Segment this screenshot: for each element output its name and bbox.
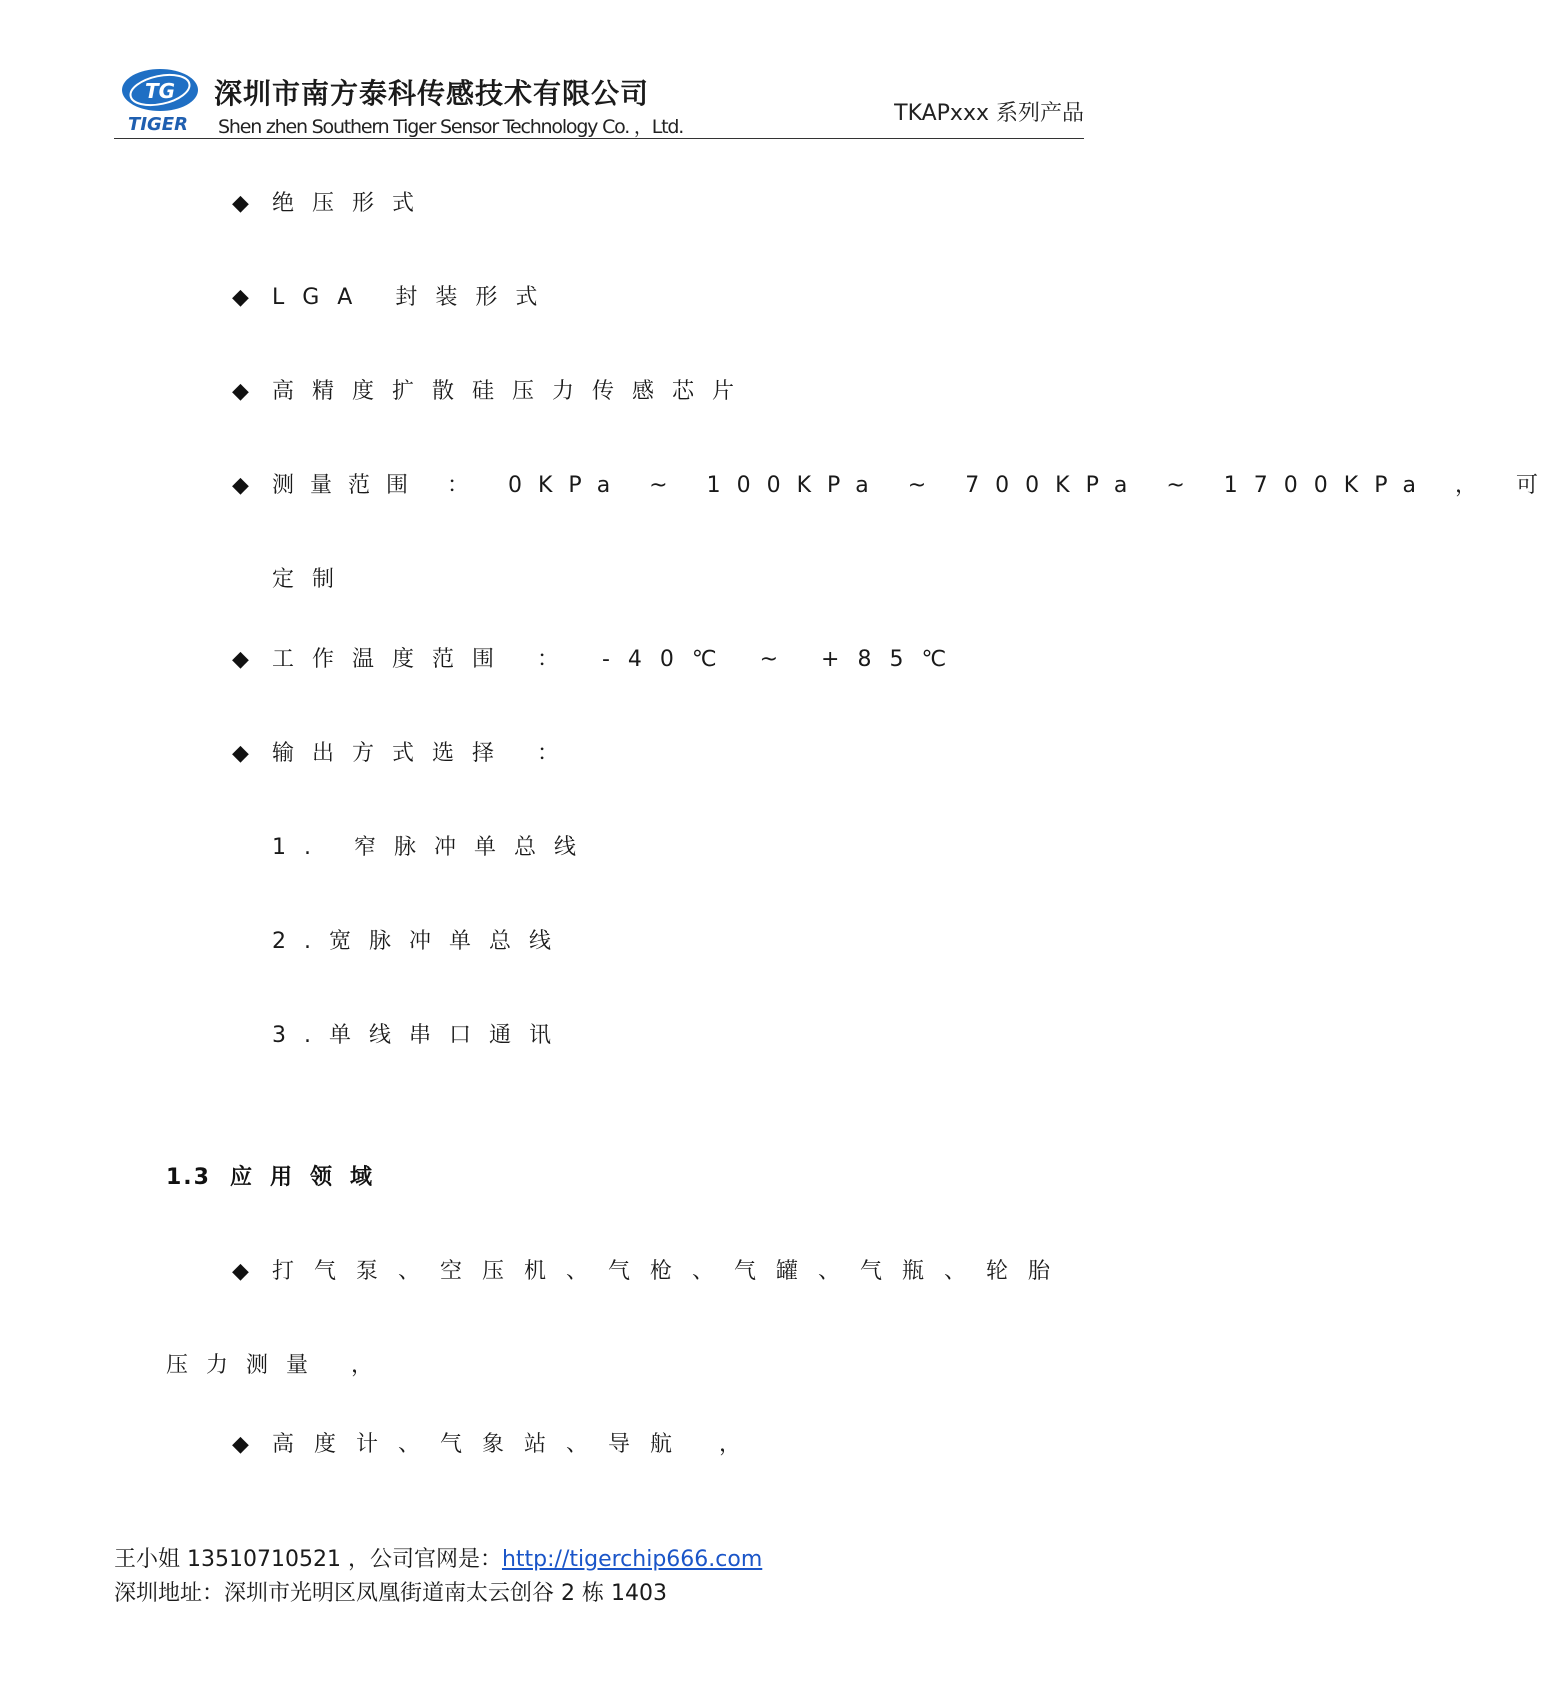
bullet-icon: ◆ <box>232 647 249 672</box>
feature-item: 测量范围 ： 0KPa ~ 100KPa ~ 700KPa ~ 1700KPa ， 可 <box>272 473 1554 498</box>
product-series: TKAPxxx 系列产品 <box>894 101 1084 126</box>
application-item-continuation: 压力测量 ， <box>166 1353 391 1378</box>
bullet-icon: ◆ <box>232 379 249 404</box>
address-line: 深圳地址：深圳市光明区凤凰街道南太云创谷 2 栋 1403 <box>114 1581 667 1606</box>
company-name-cn: 深圳市南方泰科传感技术有限公司 <box>214 77 650 110</box>
feature-item: 高精度扩散硅压力传感芯片 <box>272 379 753 404</box>
header-divider <box>114 138 1084 139</box>
section-number: 1.3 <box>166 1165 211 1190</box>
bullet-icon: ◆ <box>232 473 249 498</box>
application-item: 高度计、气象站、导航 ， <box>272 1432 761 1457</box>
feature-item: 输出方式选择 ： <box>272 741 577 766</box>
feature-item: LGA 封装形式 <box>272 285 556 310</box>
logo-text: TIGER <box>128 114 188 135</box>
bullet-icon: ◆ <box>232 1432 249 1457</box>
feature-item-continuation: 定制 <box>272 567 353 592</box>
section-title: 应用领域 <box>230 1165 391 1190</box>
output-option: 3.单线串口通讯 <box>272 1023 569 1048</box>
bullet-icon: ◆ <box>232 741 249 766</box>
logo-mark: TG <box>144 79 176 103</box>
website-link[interactable]: http://tigerchip666.com <box>501 1547 763 1572</box>
company-name-en: Shen zhen Southern Tiger Sensor Technology Co. ，Ltd. <box>218 116 684 138</box>
company-logo <box>118 66 204 142</box>
feature-item: 工作温度范围 ： -40℃ ~ +85℃ <box>272 647 965 672</box>
bullet-icon: ◆ <box>232 285 249 310</box>
output-option: 2.宽脉冲单总线 <box>272 929 569 954</box>
application-item: 打气泵、空压机、气枪、气罐、气瓶、轮胎 <box>272 1259 1071 1284</box>
bullet-icon: ◆ <box>232 191 249 216</box>
output-option: 1. 窄脉冲单总线 <box>272 835 594 860</box>
contact-text: 王小姐 13510710521 ，公司官网是： <box>114 1547 502 1572</box>
feature-item: 绝压形式 <box>272 191 433 216</box>
contact-line <box>114 1545 762 1575</box>
bullet-icon: ◆ <box>232 1259 249 1284</box>
